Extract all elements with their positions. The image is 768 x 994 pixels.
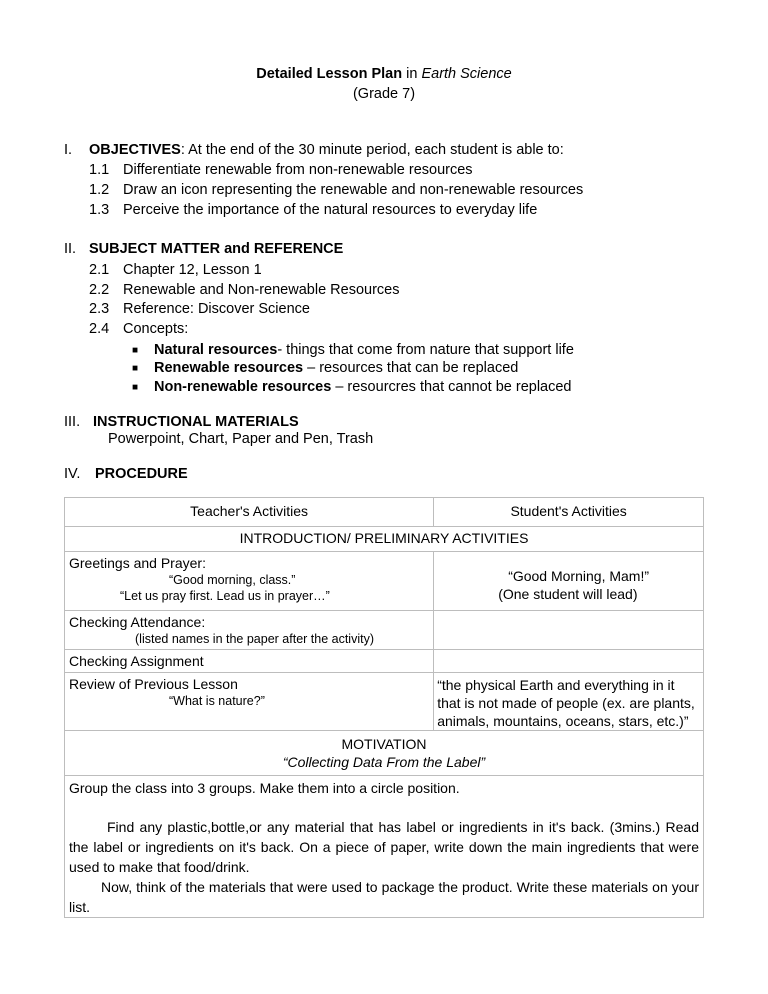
review-teacher-cell [65, 673, 434, 731]
motivation-paragraph-3: Now, think of the materials that were used to package the product. Write these materials on your list. [69, 879, 699, 915]
assignment-label: Checking Assignment [65, 650, 434, 673]
motivation-title: “Collecting Data From the Label” [282, 754, 486, 770]
subject-matter-heading: SUBJECT MATTER and REFERENCE [89, 241, 344, 257]
objective-num-1: 1.1 [89, 162, 110, 178]
concept-def-2: – resources that can be replaced [303, 360, 519, 376]
attendance-note: (listed names in the paper after the activity) [135, 632, 375, 646]
greetings-teacher-line-2: “Let us pray first. Lead us in prayer…” [120, 589, 330, 603]
greetings-student-cell [434, 552, 704, 611]
assignment-student-cell [434, 650, 704, 673]
section-numeral-4: IV. [64, 466, 81, 482]
motivation-instructions-cell [65, 776, 704, 918]
concept-term-1: Natural resources [154, 342, 278, 358]
subject-num-3: 2.3 [89, 301, 110, 317]
concept-2 [154, 360, 518, 376]
subject-text-1: Chapter 12, Lesson 1 [123, 262, 262, 278]
procedure-table [64, 497, 704, 918]
grade-line: (Grade 7) [352, 86, 416, 102]
procedure-heading: PROCEDURE [95, 466, 188, 482]
motivation-cell [65, 731, 704, 776]
section-numeral-1: I. [64, 142, 73, 158]
objective-text-3: Perceive the importance of the natural resources to everyday life [123, 202, 538, 218]
subject-text-3: Reference: Discover Science [123, 301, 310, 317]
attendance-student-cell [434, 611, 704, 650]
greetings-label: Greetings and Prayer: [69, 555, 206, 571]
subject-text-4: Concepts: [123, 321, 189, 337]
title-bold: Detailed Lesson Plan [256, 66, 403, 82]
subject-num-1: 2.1 [89, 262, 110, 278]
bullet-icon: ■ [132, 382, 139, 393]
concept-term-3: Non-renewable resources [154, 379, 332, 395]
concept-1 [154, 342, 574, 358]
section-numeral-2: II. [64, 241, 77, 257]
greetings-student-line-2: (One student will lead) [498, 586, 638, 602]
table-row [65, 776, 704, 918]
document-title [0, 66, 768, 82]
objective-text-2: Draw an icon representing the renewable and non-renewable resources [123, 182, 584, 198]
bullet-icon: ■ [132, 345, 139, 356]
objective-num-3: 1.3 [89, 202, 110, 218]
table-header-row [65, 498, 704, 527]
paragraph-spacer [69, 798, 699, 817]
attendance-teacher-cell [65, 611, 434, 650]
greetings-teacher-line-1: “Good morning, class.” [169, 573, 296, 587]
intro-section-heading: INTRODUCTION/ PRELIMINARY ACTIVITIES [65, 527, 704, 552]
concept-3 [154, 379, 572, 395]
title-subject: Earth Science [421, 66, 512, 82]
table-row [65, 650, 704, 673]
motivation-paragraph-1: Group the class into 3 groups. Make them into a circle position. [69, 780, 460, 796]
table-row [65, 731, 704, 776]
objective-num-2: 1.2 [89, 182, 110, 198]
objectives-heading: OBJECTIVES [89, 142, 181, 158]
subject-num-2: 2.2 [89, 282, 110, 298]
greetings-student-line-1: “Good Morning, Mam!” [508, 568, 650, 584]
table-row [65, 552, 704, 611]
table-row [65, 673, 704, 731]
bullet-icon: ■ [132, 363, 139, 374]
table-row [65, 611, 704, 650]
title-in: in [402, 66, 422, 82]
motivation-heading: MOTIVATION [341, 736, 427, 752]
table-row [65, 527, 704, 552]
attendance-label: Checking Attendance: [69, 614, 206, 630]
greetings-teacher-cell [65, 552, 434, 611]
subject-text-2: Renewable and Non-renewable Resources [123, 282, 400, 298]
concept-def-1: - things that come from nature that support life [277, 342, 574, 358]
subject-num-4: 2.4 [89, 321, 110, 337]
section-numeral-3: III. [64, 414, 81, 430]
teacher-column-header: Teacher's Activities [65, 498, 434, 527]
concept-term-2: Renewable resources [154, 360, 304, 376]
motivation-paragraph-2: Find any plastic,bottle,or any material that has label or ingredients in it's back. (3mins.) Read the label or ingredients on it's back. On a piece of paper, write down the main ingredients that were used to make that food/drink. [69, 819, 699, 875]
materials-heading: INSTRUCTIONAL MATERIALS [93, 414, 299, 430]
review-label: Review of Previous Lesson [69, 676, 238, 692]
objectives-heading-line [89, 142, 564, 158]
review-answer: “the physical Earth and everything in it that is not made of people (ex. are plants, animals, mountains, oceans, stars, etc.)” [434, 673, 704, 731]
student-column-header: Student's Activities [434, 498, 704, 527]
review-question: “What is nature?” [169, 694, 265, 708]
concept-def-3: – resourcres that cannot be replaced [331, 379, 572, 395]
materials-text: Powerpoint, Chart, Paper and Pen, Trash [108, 431, 374, 447]
objective-text-1: Differentiate renewable from non-renewable resources [123, 162, 473, 178]
objectives-intro: : At the end of the 30 minute period, each student is able to: [180, 142, 564, 158]
